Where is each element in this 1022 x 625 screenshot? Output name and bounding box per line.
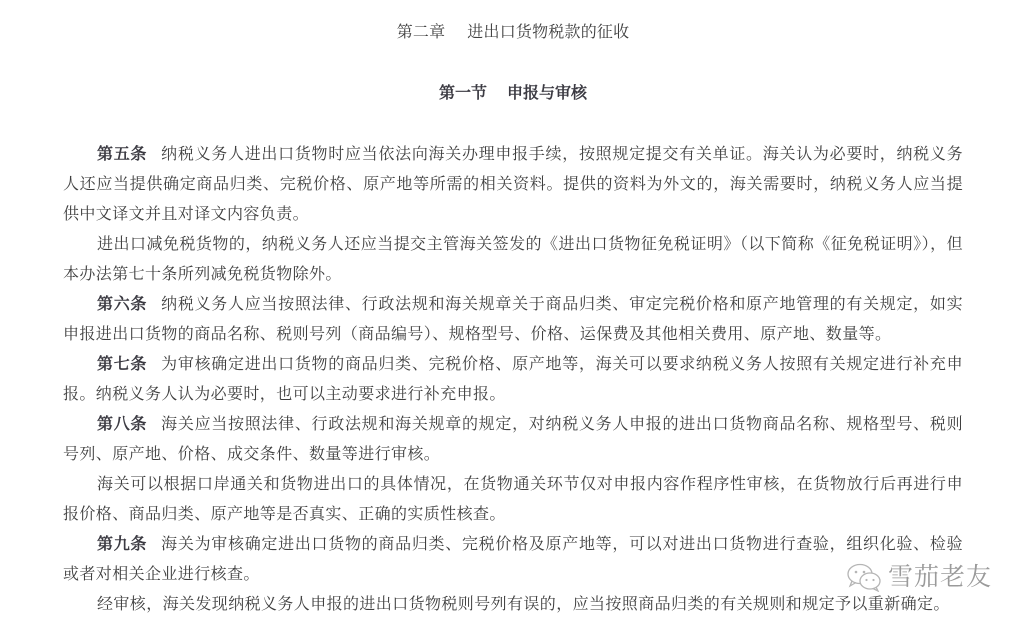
paragraph-article-7	[63, 349, 963, 409]
section-name: 申报与审核	[507, 83, 588, 102]
paragraph-article-6	[63, 289, 963, 349]
article-number: 第六条	[97, 294, 148, 313]
article-number: 第七条	[97, 354, 148, 373]
watermark	[842, 562, 996, 592]
paragraph-text: 海关应当按照法律、行政法规和海关规章的规定，对纳税义务人申报的进出口货物商品名称、规格型号、税则号列、原产地、价格、成交条件、数量等进行审核。	[63, 414, 963, 463]
paragraph-article-9-cont	[63, 589, 963, 619]
paragraph-text: 为审核确定进出口货物的商品归类、完税价格、原产地等，海关可以要求纳税义务人按照有关规定进行补充申报。纳税义务人认为必要时，也可以主动要求进行补充申报。	[63, 354, 963, 403]
article-number: 第八条	[97, 414, 148, 433]
section-title	[63, 80, 963, 106]
article-body	[63, 139, 963, 619]
paragraph-article-8-cont	[63, 469, 963, 529]
paragraph-article-5-cont	[63, 229, 963, 289]
chapter-name: 进出口货物税款的征收	[467, 22, 630, 41]
chapter-number: 第二章	[396, 22, 446, 41]
wechat-icon	[846, 562, 882, 592]
paragraph-article-8	[63, 409, 963, 469]
paragraph-article-5	[63, 139, 963, 229]
paragraph-article-9	[63, 529, 963, 589]
paragraph-text: 经审核，海关发现纳税义务人申报的进出口货物税则号列有误的，应当按照商品归类的有关规则和规定予以重新确定。	[97, 594, 950, 613]
paragraph-text: 海关可以根据口岸通关和货物进出口的具体情况，在货物通关环节仅对申报内容作程序性审核，在货物放行后再进行申报价格、商品归类、原产地等是否真实、正确的实质性核查。	[63, 474, 963, 523]
paragraph-text: 纳税义务人应当按照法律、行政法规和海关规章关于商品归类、审定完税价格和原产地管理的有关规定，如实申报进出口货物的商品名称、税则号列（商品编号）、规格型号、价格、运保费及其他相关费用、原产地、数量等。	[63, 294, 963, 343]
paragraph-text: 进出口减免税货物的，纳税义务人还应当提交主管海关签发的《进出口货物征免税证明》（以下简称《征免税证明》），但本办法第七十条所列减免税货物除外。	[63, 234, 963, 283]
article-number: 第九条	[97, 534, 148, 553]
chapter-title	[63, 19, 963, 45]
paragraph-text: 纳税义务人进出口货物时应当依法向海关办理申报手续，按照规定提交有关单证。海关认为必要时，纳税义务人还应当提供确定商品归类、完税价格、原产地等所需的相关资料。提供的资料为外文的，海关需要时，纳税义务人应当提供中文译文并且对译文内容负责。	[63, 144, 963, 223]
paragraph-text: 海关为审核确定进出口货物的商品归类、完税价格及原产地等，可以对进出口货物进行查验，组织化验、检验或者对相关企业进行核查。	[63, 534, 963, 583]
watermark-text: 雪茄老友	[888, 562, 993, 591]
article-number: 第五条	[97, 144, 148, 163]
section-number: 第一节	[438, 83, 487, 102]
